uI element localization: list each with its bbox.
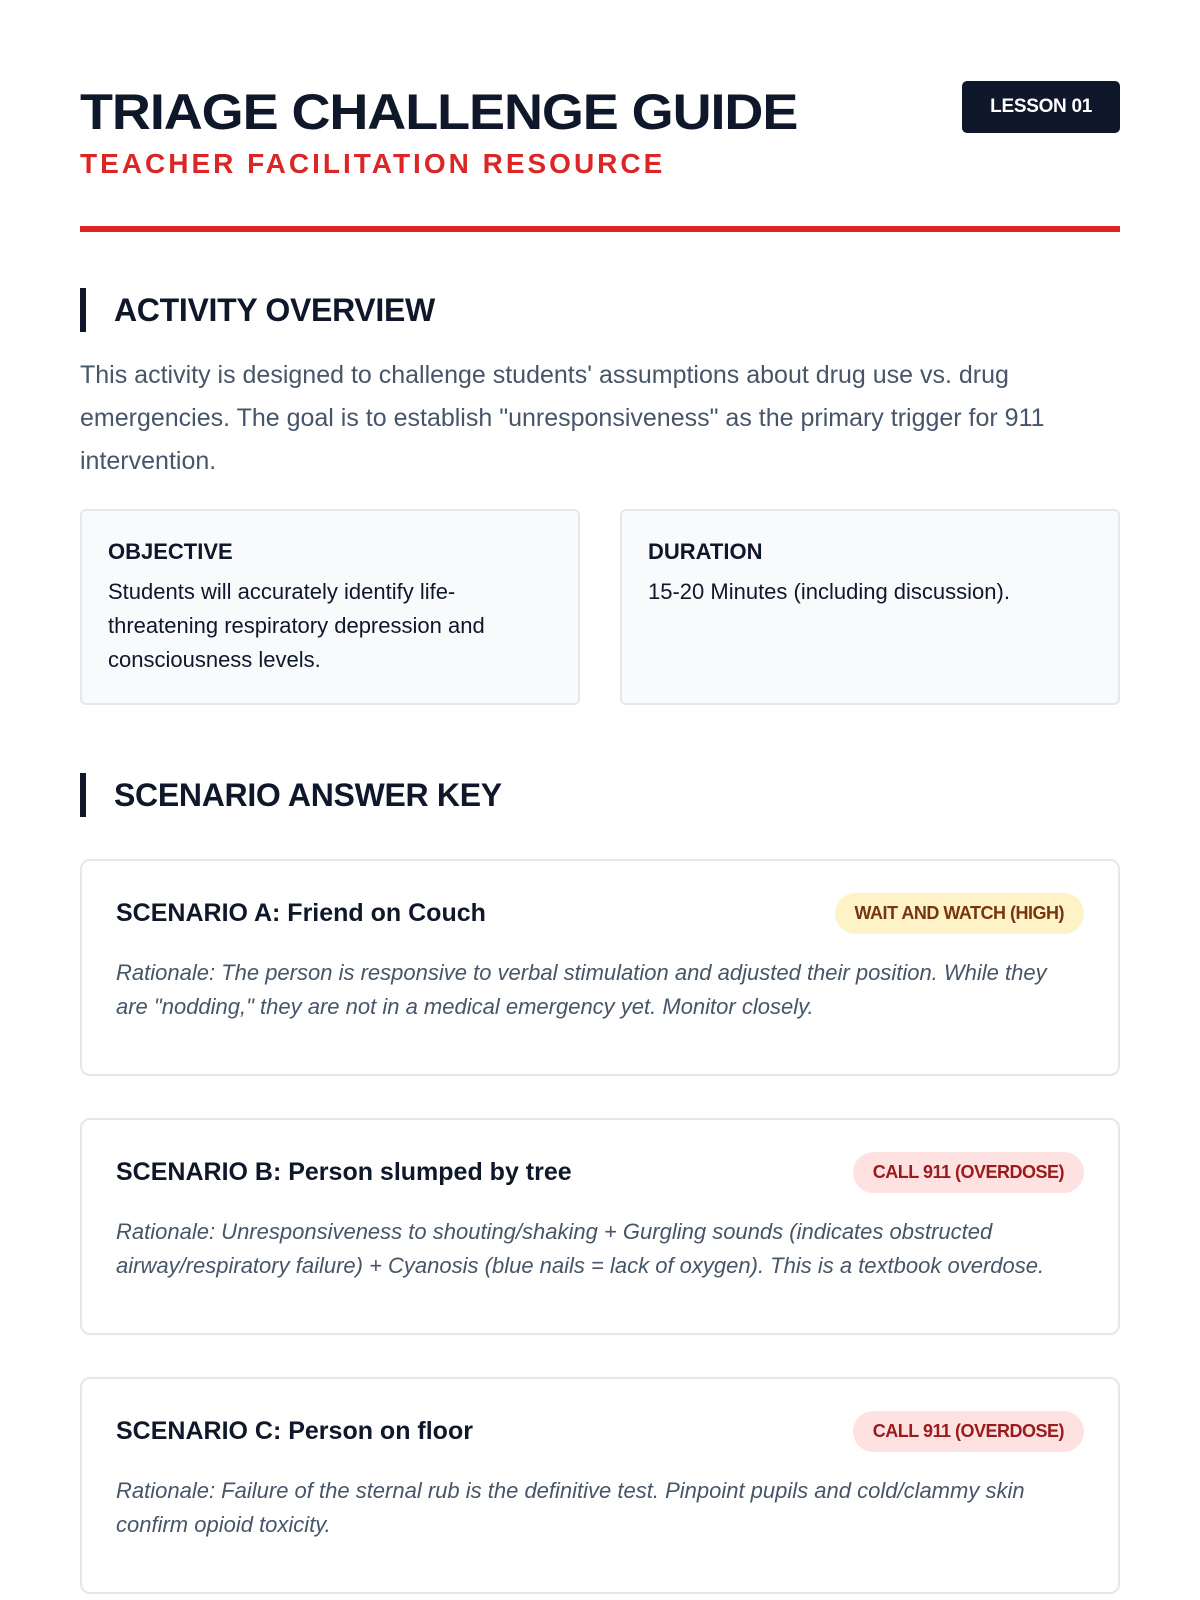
scenario-card-b	[80, 1118, 1120, 1335]
scenario-rationale: Rationale: Failure of the sternal rub is the definitive test. Pinpoint pupils and cold/clammy skin confirm opioid toxicity.	[116, 1478, 1025, 1537]
scenario-card-c	[80, 1377, 1120, 1594]
header	[80, 0, 1120, 232]
info-boxes	[80, 509, 1120, 705]
status-badge: CALL 911 (OVERDOSE)	[853, 1411, 1084, 1452]
scenario-title: SCENARIO C: Person on floor	[116, 1417, 473, 1445]
scenario-rationale: Rationale: Unresponsiveness to shouting/shaking + Gurgling sounds (indicates obstructed airway/respiratory failure) + Cyanosis (blue nails = lack of oxygen). This is a textbook overdose.	[116, 1219, 1045, 1278]
duration-label: DURATION	[648, 539, 763, 564]
duration-box	[620, 509, 1120, 705]
status-badge: CALL 911 (OVERDOSE)	[853, 1152, 1084, 1193]
page-subtitle: TEACHER FACILITATION RESOURCE	[80, 148, 666, 179]
scenario-title: SCENARIO B: Person slumped by tree	[116, 1158, 572, 1186]
objective-box	[80, 509, 580, 705]
overview-intro: This activity is designed to challenge students' assumptions about drug use vs. drug emergencies. The goal is to establish "unresponsiveness" as the primary trigger for 911 intervention.	[80, 361, 1045, 475]
scenario-rationale: Rationale: The person is responsive to verbal stimulation and adjusted their position. While they are "nodding," they are not in a medical emergency yet. Monitor closely.	[116, 960, 1047, 1019]
answer-key-heading: SCENARIO ANSWER KEY	[80, 773, 1120, 817]
overview-heading: ACTIVITY OVERVIEW	[80, 288, 1120, 332]
duration-text: 15-20 Minutes (including discussion).	[648, 579, 1010, 604]
objective-label: OBJECTIVE	[108, 539, 233, 564]
status-badge: WAIT AND WATCH (HIGH)	[835, 893, 1084, 934]
objective-text: Students will accurately identify life-threatening respiratory depression and consciousness levels.	[108, 579, 485, 672]
scenario-title: SCENARIO A: Friend on Couch	[116, 899, 486, 927]
lesson-badge: LESSON 01	[962, 81, 1120, 133]
scenario-card-a	[80, 859, 1120, 1076]
page-title: TRIAGE CHALLENGE GUIDE	[80, 84, 798, 140]
